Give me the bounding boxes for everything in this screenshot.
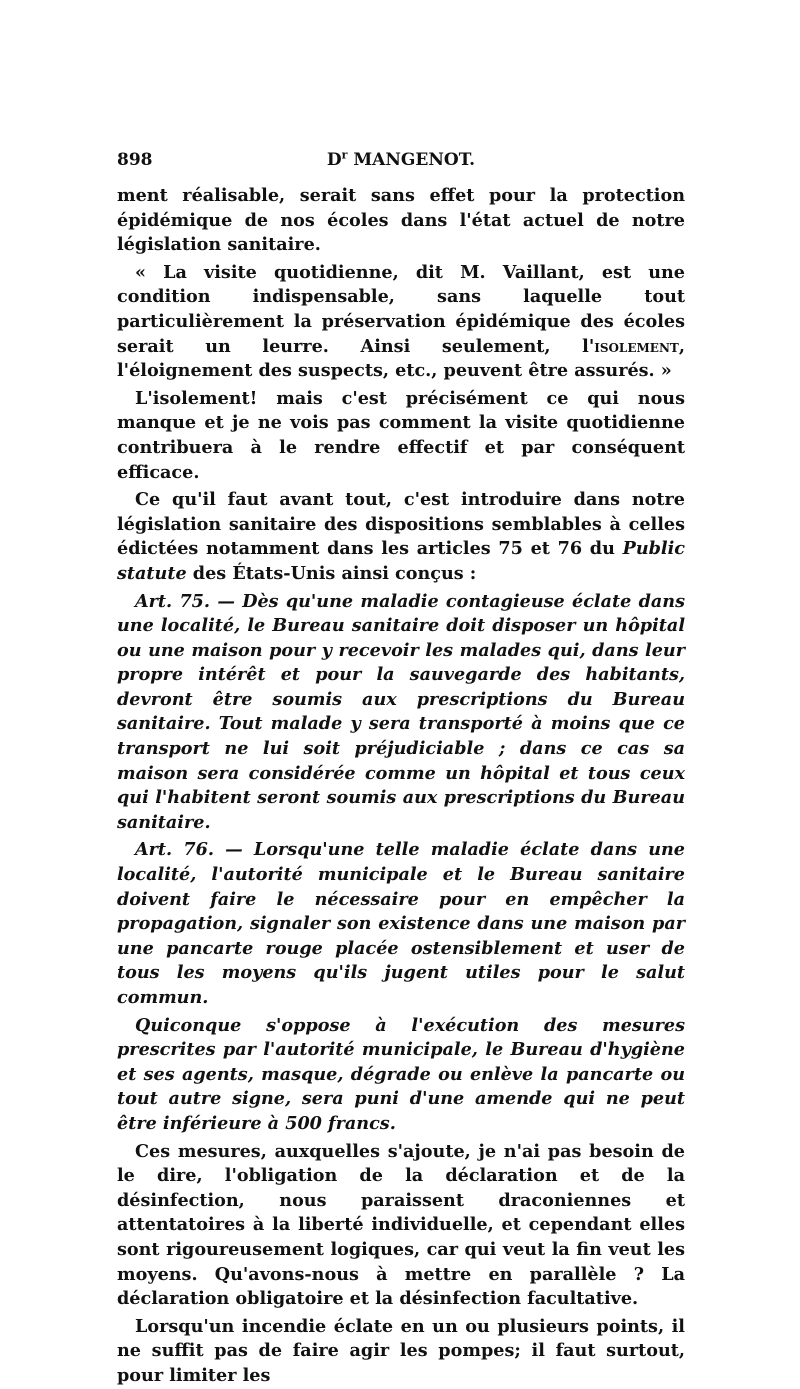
quote-text-b: , l'éloignement des suspects, etc., peuvent être assurés. » (117, 335, 685, 382)
paragraph-legislation (117, 488, 685, 586)
quote-small-caps: isolement (594, 335, 679, 357)
author-title-superscript: r (341, 148, 348, 162)
paragraph-incendie: Lorsqu'un incendie éclate en un ou plusieurs points, il ne suffit pas de faire agir les pompes; il faut surtout, pour limiter les (117, 1315, 685, 1386)
paragraph-article-75: Art. 75. — Dès qu'une maladie contagieuse éclate dans une localité, le Bureau sanitaire doit disposer un hôpital ou une maison pour y recevoir les malades qui, dans leur propre intérêt et pour la sauvegarde des habitants, devront être soumis aux prescriptions du Bureau sanitaire. Tout malade y sera transporté à moins que ce transport ne lui soit préjudiciable ; dans ce cas sa maison sera considérée comme un hôpital et tous ceux qui l'habitent seront soumis aux prescriptions du Bureau sanitaire. (117, 590, 685, 833)
book-page (117, 150, 685, 1389)
paragraph-isolement: L'isolement! mais c'est précisément ce qui nous manque et je ne vois pas comment la visite quotidienne contribuera à le rendre effectif et par conséquent efficace. (117, 387, 685, 483)
legislation-text-a: Ce qu'il faut avant tout, c'est introduire dans notre législation sanitaire des dispositions semblables à celles édictées notamment dans les articles 75 et 76 du (117, 489, 685, 560)
paragraph-continuation: ment réalisable, serait sans effet pour la protection épidémique de nos écoles dans l'état actuel de notre législation sanitaire. (117, 185, 685, 256)
paragraph-vaillant-quote (117, 261, 685, 384)
quote-text-a: « La visite quotidienne, dit M. Vaillant, est une condition indispensable, sans laquelle tout particulièrement la préservation épidémique des écoles serait un leurre. Ainsi seulement, l' (117, 261, 685, 357)
paragraph-article-76: Art. 76. — Lorsqu'une telle maladie éclate dans une localité, l'autorité municipale et le Bureau sanitaire doivent faire le nécessaire pour en empêcher la propagation, signaler son existence dans une maison par une pancarte rouge placée ostensiblement et user de tous les moyens qu'ils jugent utiles pour le salut commun. (117, 839, 685, 1008)
author-name: MANGENOT. (347, 150, 476, 170)
paragraph-mesures: Ces mesures, auxquelles s'ajoute, je n'ai pas besoin de le dire, l'obligation de la déclaration et de la désinfection, nous paraissent draconiennes et attentatoires à la liberté individuelle, et cependant elles sont rigoureusement logiques, car qui veut la fin veut les moyens. Qu'avons-nous à mettre en parallèle ? La déclaration obligatoire et la désinfection facultative. (117, 1140, 685, 1310)
running-head-title (117, 150, 685, 170)
author-prefix: D (326, 150, 342, 170)
legislation-text-b: des États-Unis ainsi conçus : (186, 562, 477, 584)
running-header (117, 150, 685, 174)
legislation-title-italic: Public statute (117, 538, 685, 584)
paragraph-penalty: Quiconque s'oppose à l'exécution des mesures prescrites par l'autorité municipale, le Bureau d'hygiène et ses agents, masque, dégrade ou enlève la pancarte ou tout autre signe, sera puni d'une amende qui ne peut être inférieure à 500 francs. (117, 1014, 685, 1134)
page-number: 898 (117, 150, 153, 170)
